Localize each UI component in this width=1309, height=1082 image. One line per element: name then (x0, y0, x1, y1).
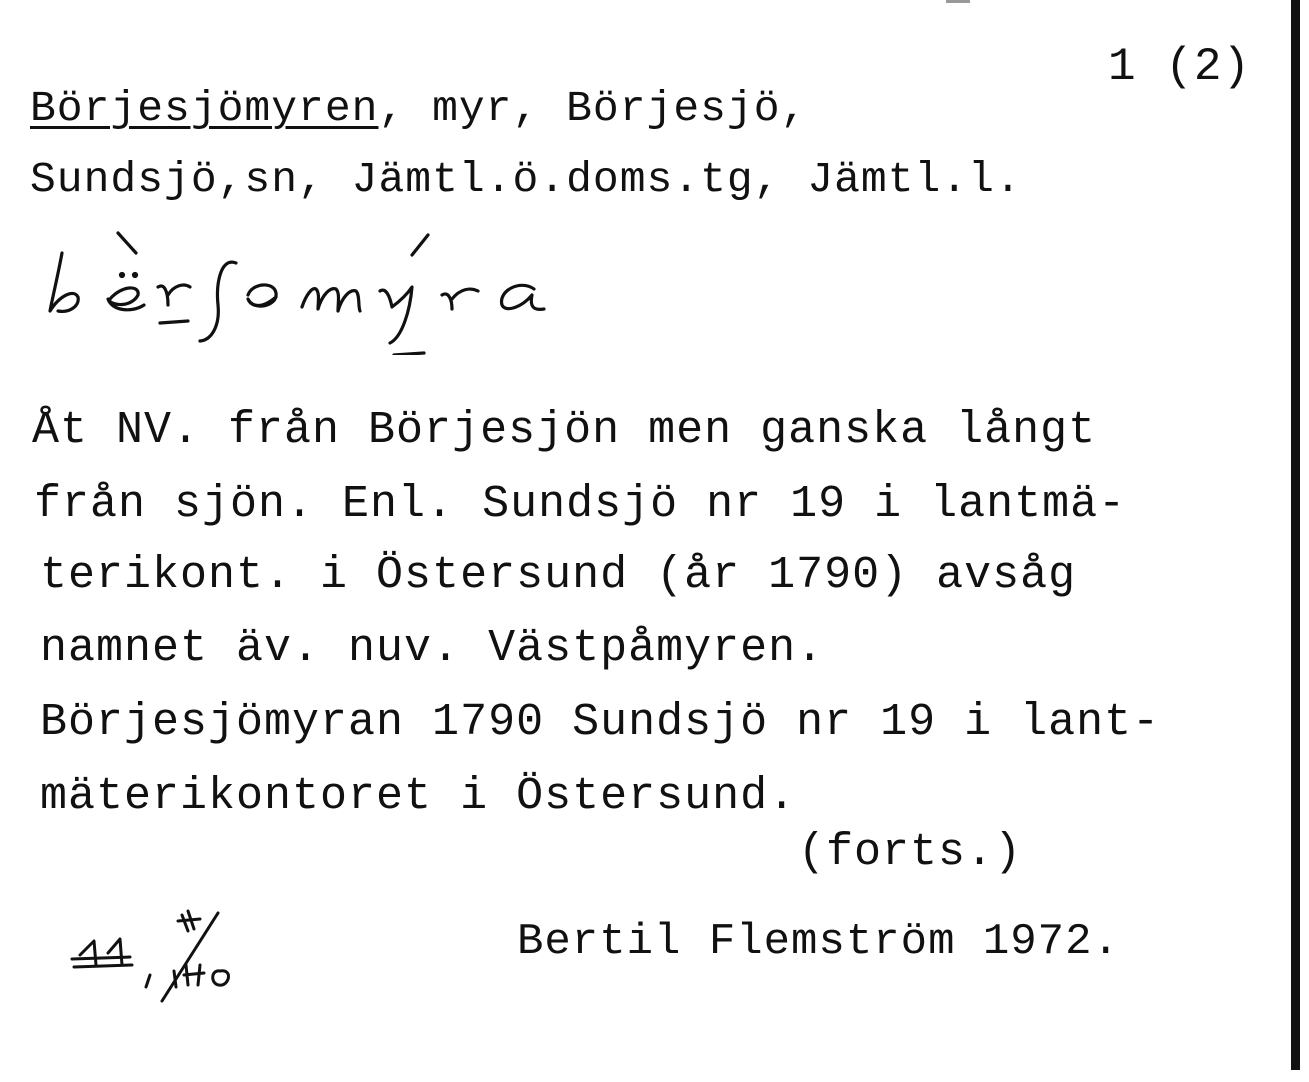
heading-line (30, 84, 808, 133)
author-signature: Bertil Flemström 1972. (517, 917, 1120, 967)
handwritten-reference-mark (70, 905, 260, 1015)
body-line: terikont. i Östersund (år 1790) avsåg (40, 550, 1077, 601)
page-number: 1 (2) (1108, 41, 1252, 93)
body-line: Börjesjömyran 1790 Sundsjö nr 19 i lant- (40, 697, 1161, 748)
place-name: Börjesjömyren (30, 84, 379, 133)
scan-mark (946, 0, 970, 3)
pronunciation-handwriting (40, 215, 620, 355)
body-line: från sjön. Enl. Sundsjö nr 19 i lantmä- (34, 479, 1127, 530)
heading-rest: , myr, Börjesjö, (378, 84, 808, 133)
body-line: Åt NV. från Börjesjön men ganska långt (32, 405, 1097, 456)
body-line: mäterikontoret i Östersund. (40, 771, 797, 822)
location-line: Sundsjö,sn, Jämtl.ö.doms.tg, Jämtl.l. (30, 155, 1022, 204)
continuation-note: (forts.) (798, 827, 1023, 878)
body-line: namnet äv. nuv. Västpåmyren. (40, 623, 825, 674)
card-edge (1291, 0, 1300, 1070)
